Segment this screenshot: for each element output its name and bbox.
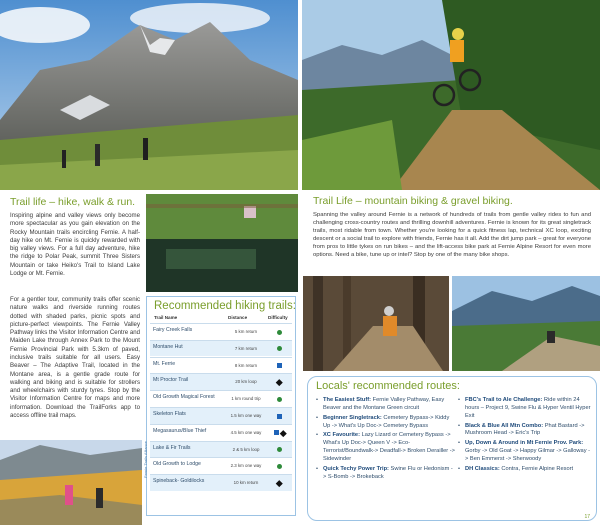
trail-name: Spineback- Goldilocks bbox=[153, 478, 205, 485]
trails-table-title: Recommended hiking trails: bbox=[154, 300, 296, 312]
route-text: Phat Bastard -> Mushroom Head -> Eric's Trip bbox=[465, 422, 585, 437]
forest-bike-trail-photo bbox=[303, 276, 449, 371]
trail-row bbox=[150, 357, 292, 374]
route-text: Swine Flu or Hedonism -> S-Bomb -> Brokeback bbox=[323, 465, 453, 480]
route-item bbox=[316, 466, 456, 482]
route-item bbox=[316, 415, 456, 431]
trail-row bbox=[150, 373, 292, 390]
hikers-mountain-photo bbox=[0, 0, 298, 190]
trail-name: Montane Hut bbox=[153, 343, 183, 350]
trail-name: Mt Proctor Trail bbox=[153, 377, 189, 384]
locals-routes-right-column bbox=[458, 397, 592, 476]
trail-distance: 2.3 km one way bbox=[230, 463, 262, 469]
header-difficulty: Difficulty bbox=[268, 315, 288, 320]
locals-routes-title: Locals' recommended routes: bbox=[316, 380, 460, 392]
green-circle-icon bbox=[277, 447, 282, 452]
trail-distance: 8 km return bbox=[234, 362, 258, 368]
blue-square-icon bbox=[274, 430, 279, 435]
trail-name: Old Growth to Lodge bbox=[153, 461, 201, 468]
black-diamond-icon bbox=[280, 430, 286, 436]
route-item bbox=[458, 440, 592, 464]
trail-name: Skeleton Flats bbox=[153, 411, 186, 417]
trail-distance: 20 km loop bbox=[235, 379, 257, 385]
trail-distance: 1.5 km one way bbox=[230, 413, 262, 418]
header-distance: Distance bbox=[228, 315, 248, 320]
route-label: Up, Down & Around in Mt Fernie Prov. Park: bbox=[465, 440, 584, 447]
route-label: FBC's Trail to Ale Challenge: bbox=[465, 397, 543, 403]
trail-distance: 7 km return bbox=[234, 345, 258, 351]
biking-section-title: Trail Life – mountain biking & gravel biking. bbox=[313, 195, 513, 207]
trail-difficulty bbox=[274, 362, 290, 370]
trail-name: Lake & Fir Trails bbox=[153, 444, 191, 451]
trail-difficulty bbox=[274, 395, 290, 403]
route-label: Beginner Singletrack: bbox=[323, 414, 382, 421]
trail-row bbox=[150, 441, 292, 458]
route-label: XC Favourite: bbox=[323, 432, 360, 439]
trail-row bbox=[150, 407, 292, 424]
route-label: DH Classics: bbox=[465, 465, 500, 472]
trail-distance: 1 km round trip bbox=[231, 396, 261, 402]
route-item bbox=[458, 423, 592, 439]
trail-row bbox=[150, 390, 292, 407]
trail-difficulty bbox=[274, 378, 290, 386]
valley-bike-photo bbox=[452, 276, 600, 371]
trail-name: Old Growth Magical Forest bbox=[153, 394, 215, 401]
trail-row bbox=[150, 424, 292, 441]
green-circle-icon bbox=[277, 330, 282, 335]
black-diamond-icon bbox=[276, 379, 282, 385]
route-text: Contra, Fernie Alpine Resort bbox=[501, 465, 574, 472]
route-text: Cemetery Bypass-> Kiddy Up -> What's Up Doc-> Cemetery Bypass bbox=[323, 414, 450, 429]
trail-difficulty bbox=[274, 479, 290, 487]
route-item bbox=[458, 397, 592, 421]
trail-name: Mt. Ferrie bbox=[153, 360, 176, 367]
trails-table-side-label: Fernie Trails Alliance bbox=[143, 441, 148, 479]
trail-runners-photo bbox=[0, 440, 142, 525]
route-text: Lazy Lizard or Cemetery Bypass -> What's Up Doc-> Queen V -> Eco-Terrorist/Boundwalk-> Deadfall-> Broken Derailler -> Sidewinder bbox=[323, 432, 455, 463]
black-diamond-icon bbox=[276, 480, 282, 486]
route-label: The Easiest Stuff: bbox=[323, 397, 372, 403]
trail-difficulty bbox=[274, 328, 290, 336]
trail-difficulty bbox=[274, 345, 290, 353]
trail-distance: 10 km return bbox=[233, 480, 259, 486]
mountain-biker-photo bbox=[302, 0, 600, 190]
route-text: Gorby -> Old Goat -> Happy Gilmar -> Galloway -> Ben Emmerst -> Sherwoody bbox=[465, 448, 591, 463]
page-number: 17 bbox=[584, 514, 590, 520]
trail-row bbox=[150, 457, 292, 474]
hiking-section-title: Trail life – hike, walk & run. bbox=[10, 196, 136, 208]
hiking-intro-paragraph: Inspiring alpine and valley views only become more spectacular as you gain elevation on the Rocky Mountain trails encircling Fernie. A half-day hike on Mt. Fernie is quickly rewarded with big valley views. For a full day adventure, hike the ridge to Polar Peak, summit Three Sisters Mountain or take Heiko's Trail to Island Lake Lodge or Mt. Fernie. bbox=[10, 212, 140, 277]
trail-distance: 4.5 km one way bbox=[230, 429, 262, 435]
route-item bbox=[316, 432, 456, 463]
route-text: Ride within 24 hours – Project 9, Swine Flu & Hyper Ventil Hyper Exit bbox=[465, 397, 591, 419]
trail-name: Fairy Creek Falls bbox=[153, 327, 193, 333]
route-label: Quick Techy Power Trip: bbox=[323, 465, 389, 472]
blue-square-icon bbox=[277, 363, 282, 368]
trail-difficulty bbox=[274, 446, 290, 454]
trail-difficulty bbox=[274, 412, 290, 420]
locals-routes-left-column bbox=[316, 397, 456, 484]
trail-distance: 5 km return bbox=[234, 329, 258, 334]
trail-row bbox=[150, 340, 292, 357]
trail-difficulty bbox=[274, 462, 290, 470]
green-circle-icon bbox=[277, 397, 282, 402]
route-text: Fernie Valley Pathway, Easy Beaver and the Montane Green circuit bbox=[323, 397, 445, 411]
trail-row bbox=[150, 323, 292, 340]
trail-row bbox=[150, 474, 292, 491]
hiking-body-paragraph: For a gentler tour, community trails offer scenic nature walks and riverside running routes dotted with shaded parks, picnic spots and picture-perfect viewpoints. The Fernie Valley Pathway links the Visitor Information Centre and Maiden Lake through Annex Park to the Mount Fernie Provincial Park with 5.3km of paved, inclusive trails suitable for all users. Easy Beaver – The Adaptive Trail, located in the Montane area, is a gentle grade route for walking and biking and is suitable for strollers and wheelchairs with sturdy tyres. Stop by the Visitor Information Centre for maps and more information. Download the TrailForks app to access offline trail maps. bbox=[10, 296, 140, 419]
trail-name: Megasaurus/Blue Thief bbox=[153, 427, 207, 434]
biking-body-paragraph: Spanning the valley around Fernie is a network of hundreds of trails from gentle valley rides to fun and challenging cross-country routes and thrilling downhill adventures. Fernie is known for its great singletrack trails, most ridable from town. Whether you're looking for a quick fitness lap, technical XC loop, exciting descent or a social trail to explore with friends, Fernie has it all. Add the dirt jump park – great for everyone from pros to little tykes on run bikes – and the lift-access bike park at Fernie Alpine Resort for even more options. Need a bike, tune up or intel? Stop by one of the many bike shops. bbox=[313, 212, 591, 259]
blue-square-icon bbox=[277, 414, 282, 419]
route-label: Black & Blue All Mtn Combo: bbox=[465, 422, 544, 429]
trail-distance: 2 & 5 km loop bbox=[232, 446, 260, 452]
header-trail-name: Trail Name bbox=[154, 315, 178, 320]
green-circle-icon bbox=[277, 346, 282, 351]
trail-difficulty bbox=[274, 429, 290, 437]
creek-forest-photo bbox=[146, 194, 298, 292]
route-item bbox=[458, 466, 592, 474]
green-circle-icon bbox=[277, 464, 282, 469]
route-item bbox=[316, 397, 456, 413]
